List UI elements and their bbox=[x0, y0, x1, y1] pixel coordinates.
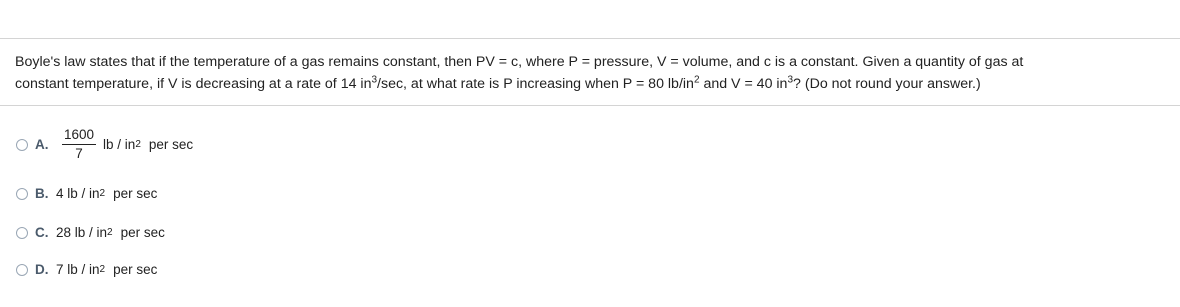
radio-button[interactable] bbox=[16, 227, 28, 239]
choice-value: 7 lb / in bbox=[56, 262, 100, 277]
question-line-2 bbox=[15, 73, 1170, 95]
answer-choice-a[interactable]: A. $\frac{1600}{7}$ lb / in 2 per sec bbox=[16, 127, 193, 162]
question-line-2-text-d: ? (Do not round your answer.) bbox=[793, 76, 981, 92]
fraction bbox=[62, 127, 96, 162]
answer-divider bbox=[0, 105, 1180, 106]
question-line-2-text-b: /sec, at what rate is P increasing when P = 80 lb/in bbox=[377, 76, 694, 92]
question-line-2-text-a: constant temperature, if V is decreasing at a rate of 14 in bbox=[15, 76, 372, 92]
question-line-1 bbox=[15, 51, 1170, 73]
fraction-numerator: 1600 bbox=[62, 127, 96, 145]
choice-letter: B. bbox=[35, 186, 49, 201]
choice-letter: A. bbox=[35, 137, 49, 152]
question-exponent: 2 bbox=[693, 74, 700, 86]
choice-rate-suffix: per sec bbox=[113, 262, 158, 277]
answer-choice-c[interactable]: C. 28 lb / in 2 per sec bbox=[16, 225, 165, 240]
top-divider bbox=[0, 38, 1180, 39]
answer-choice-b[interactable]: B. 4 lb / in 2 per sec bbox=[16, 186, 157, 201]
choice-unit: lb / in bbox=[103, 137, 136, 152]
question-text bbox=[15, 51, 1170, 95]
choice-letter: C. bbox=[35, 225, 49, 240]
question-line-1-text: Boyle's law states that if the temperature of a gas remains constant, then PV = c, where P = pressure, V = volume, and c is a constant. Given a quantity of gas at bbox=[15, 54, 1024, 70]
choice-value: 4 lb / in bbox=[56, 186, 100, 201]
fraction-denominator: 7 bbox=[75, 146, 83, 161]
answer-choice-d[interactable]: D. 7 lb / in 2 per sec bbox=[16, 262, 157, 277]
radio-button[interactable] bbox=[16, 139, 28, 151]
radio-button[interactable] bbox=[16, 188, 28, 200]
choice-rate-suffix: per sec bbox=[113, 186, 158, 201]
question-line-2-text-c: and V = 40 in bbox=[699, 76, 788, 92]
choice-letter: D. bbox=[35, 262, 49, 277]
radio-button[interactable] bbox=[16, 264, 28, 276]
question-exponent: 3 bbox=[371, 74, 378, 86]
choice-rate-suffix: per sec bbox=[120, 225, 165, 240]
choice-value: 28 lb / in bbox=[56, 225, 108, 240]
choice-rate-suffix: per sec bbox=[148, 137, 194, 152]
question-exponent: 3 bbox=[787, 74, 794, 86]
